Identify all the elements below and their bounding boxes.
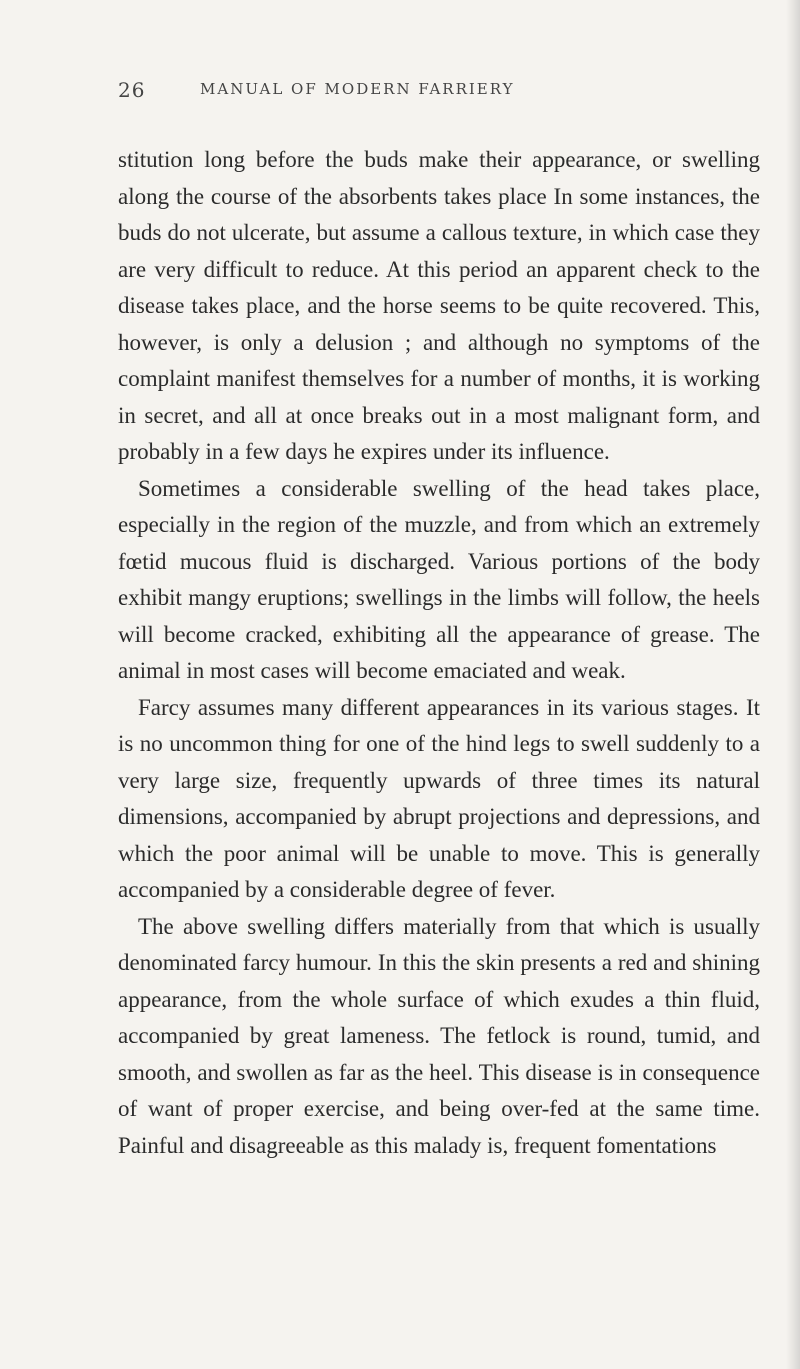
- running-head: [118, 78, 758, 108]
- paragraph-4: The above swelling differs materially from that which is usually denominated farcy humour. In this the skin presents a red and shining appearance, from the whole surface of which exudes a thin fluid, accompanied by great lameness. The fetlock is round, tumid, and smooth, and swollen as far as the heel. This disease is in consequence of want of proper exercise, and being over-fed at the same time. Painful and disagreeable as this malady is, frequent fomentations: [118, 913, 760, 1158]
- body-text: [118, 142, 760, 1164]
- running-title: MANUAL OF MODERN FARRIERY: [200, 80, 515, 98]
- paragraph-3: Farcy assumes many different appearances in its various stages. It is no uncommon thing for one of the hind legs to swell suddenly to a very large size, frequently upwards of three times its natural dimensions, accompanied by abrupt projections and depressions, and which the poor animal will be unable to move. This is generally accompanied by a considerable degree of fever.: [118, 694, 760, 902]
- paragraph-2: Sometimes a considerable swelling of the head takes place, especially in the region of the muzzle, and from which an extremely fœtid mucous fluid is discharged. Various portions of the body exhibit mangy eruptions; swellings in the limbs will follow, the heels will become cracked, exhibiting all the appearance of grease. The animal in most cases will become emaciated and weak.: [118, 475, 760, 683]
- page-number: 26: [118, 78, 146, 102]
- page-edge-shadow: [786, 0, 800, 1369]
- paragraph-1: stitution long before the buds make their appearance, or swelling along the course of the absorbents takes place In some instances, the buds do not ulcerate, but assume a callous texture, in which case they are very difficult to reduce. At this period an apparent check to the disease takes place, and the horse seems to be quite recovered. This, however, is only a delusion ; and although no symptoms of the complaint manifest themselves for a number of months, it is working in secret, and all at once breaks out in a most malignant form, and probably in a few days he expires under its influence.: [118, 147, 760, 464]
